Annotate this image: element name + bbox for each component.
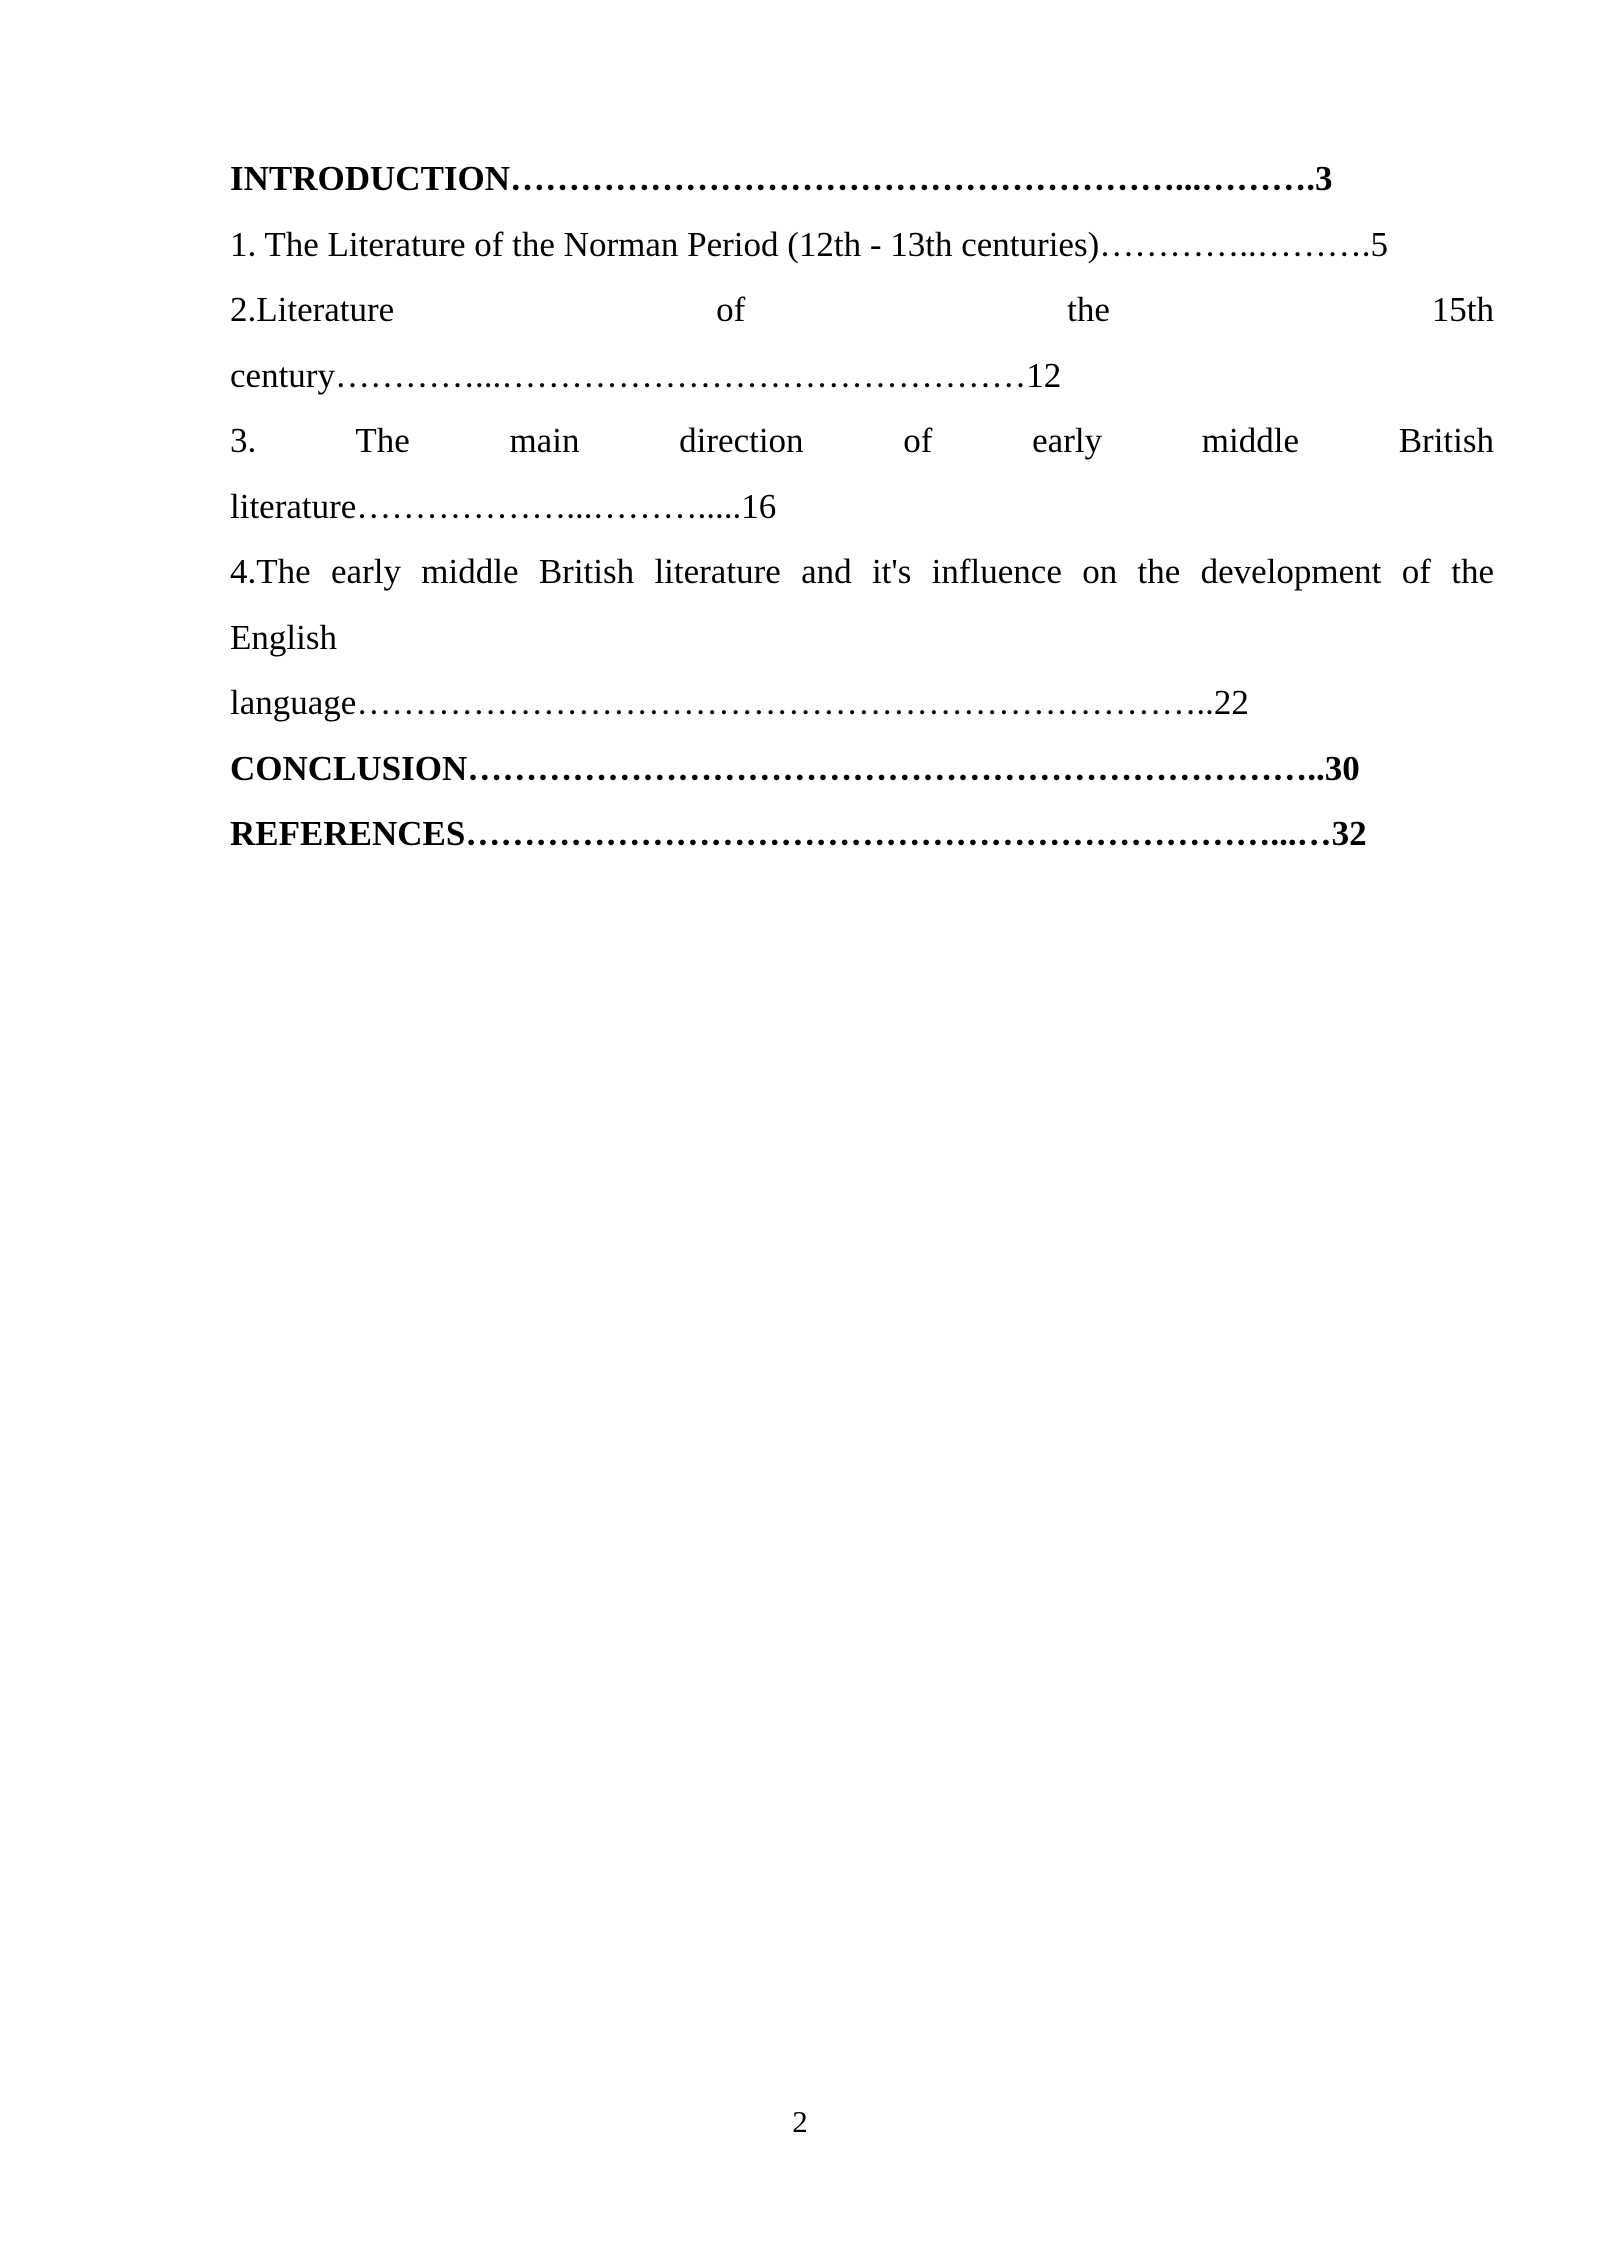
- toc-introduction: INTRODUCTION…………………………………………………...……….3: [230, 159, 1333, 198]
- toc-item-2-line-2: century…………...………………………………………12: [230, 355, 1062, 395]
- toc-item-4-line-1: 4.The early middle British literature and it's influence on the development of the: [230, 552, 1494, 591]
- toc-references: REFERENCES……………………………………………………………...…32: [230, 814, 1367, 853]
- toc-item-4-line-2: English: [230, 617, 337, 657]
- toc-item-1: 1. The Literature of the Norman Period (12th - 13th centuries)…………..……….5: [230, 224, 1388, 264]
- toc-item-4-line-3: language………………………………………………………………..22: [230, 683, 1249, 722]
- page-number: 2: [792, 2104, 808, 2139]
- table-of-contents: [230, 146, 1494, 867]
- toc-item-3-line-1: 3. The main direction of early middle British: [230, 421, 1494, 460]
- toc-item-3-line-2: literature………………...……….....16: [230, 486, 777, 526]
- toc-conclusion: CONCLUSION………………………………………………………………..30: [230, 748, 1360, 788]
- toc-item-2-line-1: 2.Literature of the 15th: [230, 290, 1494, 329]
